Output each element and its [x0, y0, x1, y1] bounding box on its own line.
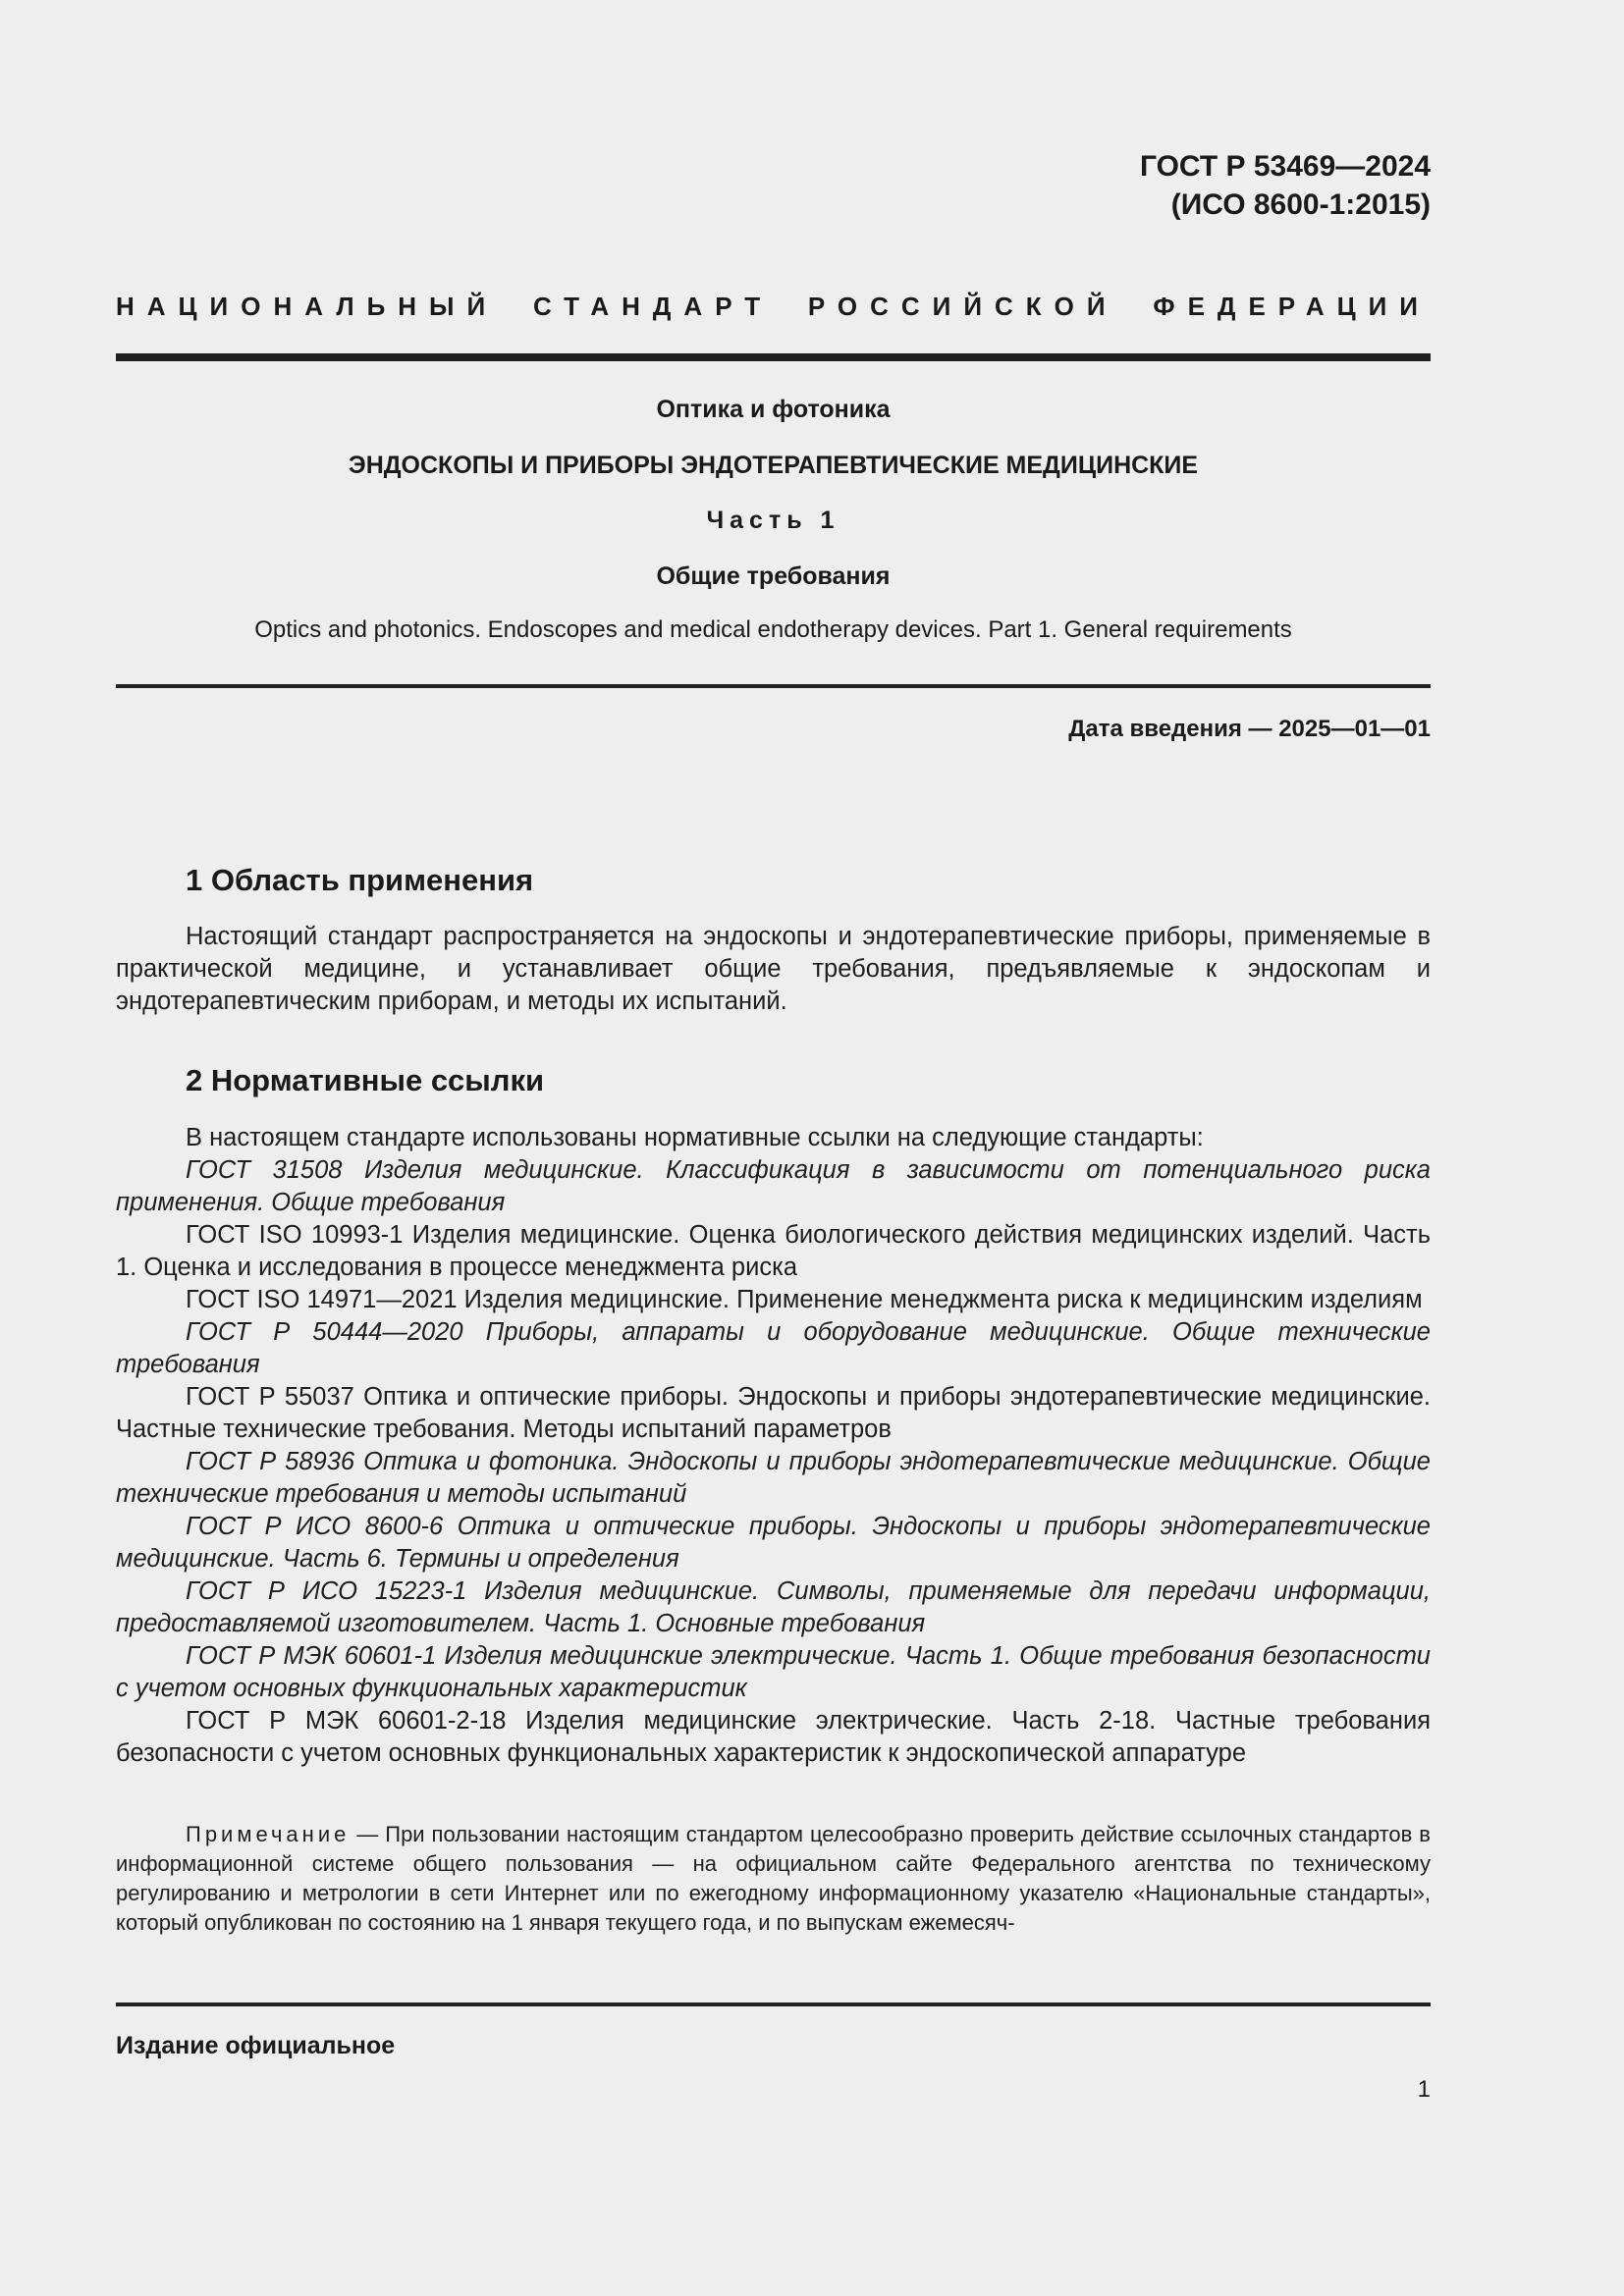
introduction-date: Дата введения — 2025—01—01 — [1068, 716, 1431, 742]
reference-item: ГОСТ Р 55037 Оптика и оптические приборы. Эндоскопы и приборы эндотерапевтические медицинские. Частные технические требования. Методы испытаний параметров — [116, 1383, 1431, 1443]
note-text: — При пользовании настоящим стандартом целесообразно проверить действие ссылочных стандартов в информационной системе общего пользования — на официальном сайте Федерального агентства по техническому регулированию и метрологии в сети Интернет или по ежегодному информационному указателю «Национальные стандарты», который опубликован по состоянию на 1 января текущего года, и по выпускам ежемесяч- — [116, 1822, 1431, 1935]
reference-item: ГОСТ Р 50444—2020 Приборы, аппараты и оборудование медицинские. Общие технические требования — [116, 1318, 1431, 1378]
english-title: Optics and photonics. Endoscopes and medical endotherapy devices. Part 1. General requirements — [254, 616, 1292, 643]
section-1-body — [116, 921, 1431, 1018]
reference-item: ГОСТ ISO 14971—2021 Изделия медицинские. Применение менеджмента риска к медицинским изделиям — [186, 1286, 1423, 1313]
iso-reference: (ИСО 8600-1:2015) — [1170, 188, 1431, 221]
footer-rule — [116, 2002, 1431, 2006]
reference-item: ГОСТ Р ИСО 8600-6 Оптика и оптические приборы. Эндоскопы и приборы эндотерапевтические медицинские. Часть 6. Термины и определения — [116, 1513, 1431, 1573]
part-title: Часть 1 — [706, 507, 840, 534]
reference-item: ГОСТ Р МЭК 60601-1 Изделия медицинские электрические. Часть 1. Общие требования безопасности с учетом основных функциональных характеристик — [116, 1642, 1431, 1702]
reference-item: ГОСТ 31508 Изделия медицинские. Классификация в зависимости от потенциального риска применения. Общие требования — [116, 1156, 1431, 1216]
subtitle: Общие требования — [656, 562, 891, 590]
reference-item: ГОСТ Р МЭК 60601-2-18 Изделия медицинские электрические. Часть 2-18. Частные требования безопасности с учетом основных функциональных характеристик к эндоскопической аппаратуре — [116, 1707, 1431, 1767]
standard-number: ГОСТ Р 53469—2024 — [1139, 150, 1431, 183]
section-1-heading: 1 Область применения — [186, 863, 534, 897]
reference-item: ГОСТ Р 58936 Оптика и фотоника. Эндоскопы и приборы эндотерапевтические медицинские. Общие технические требования и методы испытаний — [116, 1448, 1431, 1508]
page-number: 1 — [1417, 2076, 1431, 2103]
references-intro: В настоящем стандарте использованы нормативные ссылки на следующие стандарты: — [186, 1124, 1204, 1151]
main-title: ЭНДОСКОПЫ И ПРИБОРЫ ЭНДОТЕРАПЕВТИЧЕСКИЕ МЕДИЦИНСКИЕ — [348, 452, 1199, 479]
references-note — [116, 1820, 1431, 1938]
official-edition-label: Издание официальное — [116, 2032, 396, 2059]
section-2-heading: 2 Нормативные ссылки — [186, 1063, 545, 1097]
reference-item: ГОСТ Р ИСО 15223-1 Изделия медицинские. Символы, применяемые для передачи информации, предоставляемой изготовителем. Часть 1. Основные требования — [116, 1577, 1431, 1637]
note-label: Примечание — [186, 1822, 351, 1846]
top-rule — [116, 353, 1431, 361]
national-standard-banner: НАЦИОНАЛЬНЫЙ СТАНДАРТ РОССИЙСКОЙ ФЕДЕРАЦИИ — [116, 292, 1431, 321]
title-bottom-rule — [116, 684, 1431, 688]
scope-paragraph: Настоящий стандарт распространяется на эндоскопы и эндотерапевтические приборы, применяемые в практической медицине, и устанавливает общие требования, предъявляемые к эндоскопам и эндотерапевтическим приборам, и методы их испытаний. — [116, 923, 1431, 1015]
standard-designation — [1140, 147, 1431, 224]
field-title: Оптика и фотоника — [656, 396, 891, 423]
section-2-body — [116, 1122, 1431, 1770]
reference-item: ГОСТ ISO 10993-1 Изделия медицинские. Оценка биологического действия медицинских изделий. Часть 1. Оценка и исследования в процессе менеджмента риска — [116, 1221, 1431, 1281]
